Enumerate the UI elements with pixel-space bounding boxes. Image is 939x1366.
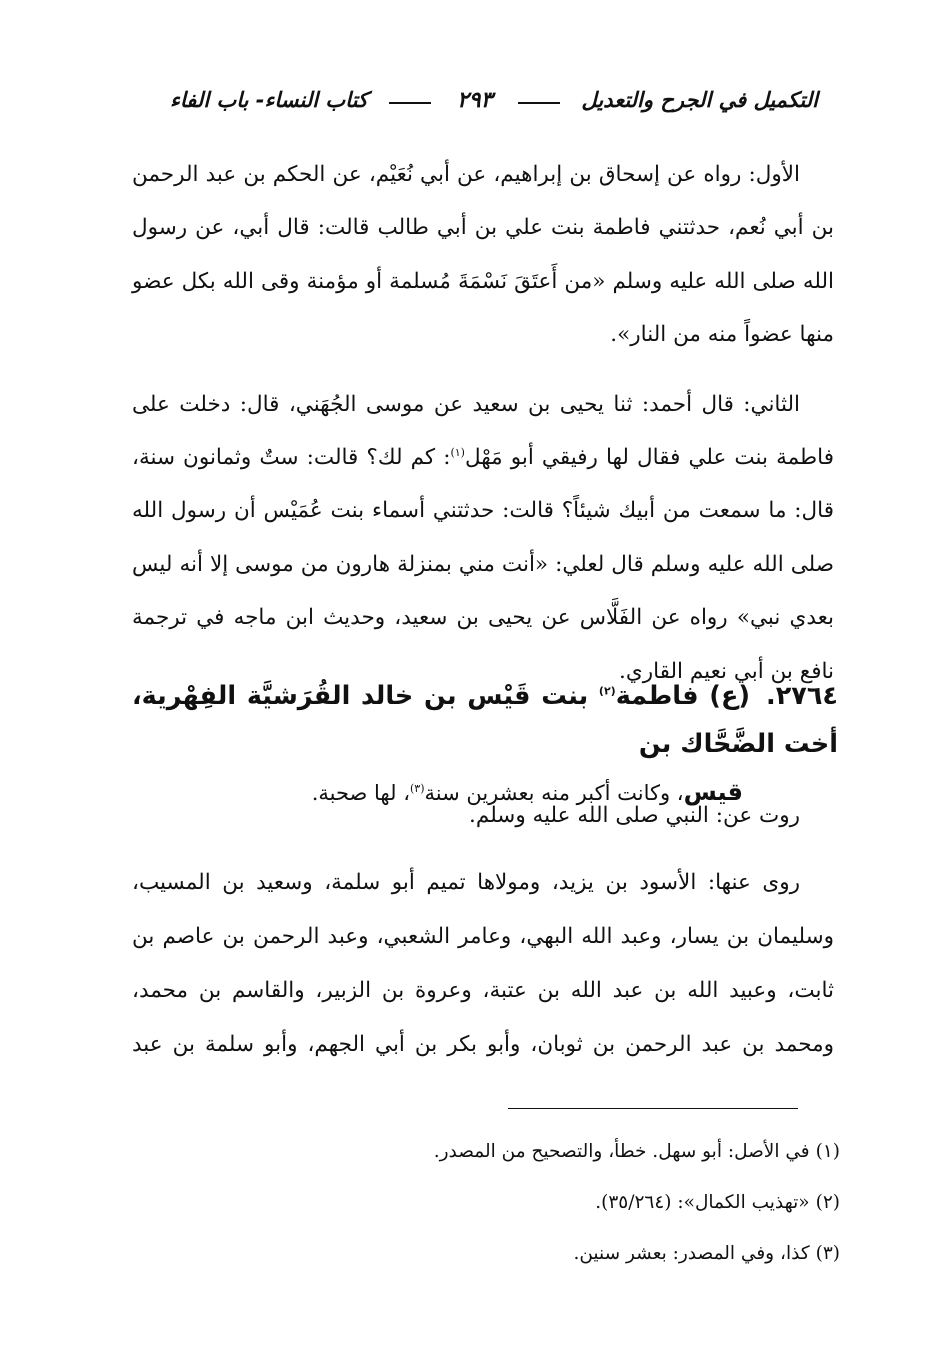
header-section: كتاب النساء- باب الفاء (170, 88, 368, 112)
footnote-number: (١) (815, 1141, 840, 1162)
header-dash (389, 102, 431, 104)
narrators-paragraph: روى عنها: الأسود بن يزيد، ومولاها تميم أبو سلمة، وسعيد بن المسيب، وسليمان بن يسار، وعبد الله البهي، وعامر الشعبي، وعبد الرحمن بن عاصم بن ثابت، وعبيد الله بن عبد الله بن عتبة، وعروة بن الزبير، والقاسم بن محمد، ومحمد بن عبد الرحمن بن ثوبان، وأبو بكر بن أبي الجهم، وأبو سلمة بن عبد (132, 870, 834, 1057)
entry-heading (132, 672, 838, 768)
header-book-title: التكميل في الجرح والتعديل (581, 88, 818, 112)
footnote-1 (300, 1126, 840, 1177)
entry-number: ٢٧٦٤. (766, 681, 838, 711)
entry-sub-part-a: ، وكانت أكبر منه بعشرين سنة (424, 781, 684, 805)
footnote-separator (508, 1108, 798, 1109)
footnote-ref: (٢) (598, 684, 616, 698)
running-header (170, 82, 818, 118)
footnote-3 (300, 1228, 840, 1279)
footnote-number: (٢) (815, 1192, 840, 1213)
header-dash (518, 102, 560, 104)
entry-heading-part-a: (ع) فاطمة (615, 681, 751, 711)
entry-sub-part-b: ، لها صحبة. (311, 781, 410, 805)
footnote-number: (٣) (815, 1243, 840, 1264)
paragraph-second (132, 378, 834, 698)
footnote-text: «تهذيب الكمال»: (٣٥/٢٦٤). (595, 1192, 810, 1213)
footnote-ref: (٣) (409, 782, 425, 795)
entry-heading-part-b: بنت قَيْس بن خالد القُرَشيَّة الفِهْرية، أخت الضَّحَّاك بن (132, 681, 838, 759)
narrators-from-her (132, 856, 834, 1072)
paragraph-second-part-a: الثاني: قال أحمد: ثنا يحيى بن سعيد عن موسى الجُهَني، قال: دخلت على فاطمة بنت علي فقال لها رفيقي أبو مَهْل (132, 391, 834, 471)
entry-sub-lead: قيس (683, 778, 743, 806)
footnote-text: في الأصل: أبو سهل. خطأ، والتصحيح من المصدر. (433, 1141, 810, 1162)
footnote-2 (300, 1177, 840, 1228)
main-text (132, 148, 834, 698)
footnotes (300, 1126, 840, 1279)
footnote-text: كذا، وفي المصدر: بعشر سنين. (573, 1243, 810, 1264)
narrated-from: روت عن: النبي صلى الله عليه وسلم. (469, 803, 800, 828)
footnote-ref: (١) (450, 445, 465, 459)
page-number: ٢٩٣ (456, 87, 493, 113)
paragraph-second-part-b: : كم لك؟ قالت: ستٌ وثمانون سنة، قال: ما سمعت من أبيك شيئاً؟ قالت: حدثتني أسماء بنت عُمَيْس أن رسول الله صلى الله عليه وسلم قال لعلي: «أنت مني بمنزلة هارون من موسى إلا أنه ليس بعدي نبي» رواه عن الفَلَّاس عن يحيى بن سعيد، وحديث ابن ماجه في ترجمة نافع بن أبي نعيم القاري. (132, 445, 834, 684)
paragraph-first: الأول: رواه عن إسحاق بن إبراهيم، عن أبي نُعَيْم، عن الحكم بن عبد الرحمن بن أبي نُعم، حدثتني فاطمة بنت علي بن أبي طالب قالت: قال أبي، عن رسول الله صلى الله عليه وسلم «من أَعتَقَ نَسْمَةَ مُسلمة أو مؤمنة وقى الله بكل عضو منها عضواً منه من النار». (132, 162, 834, 348)
